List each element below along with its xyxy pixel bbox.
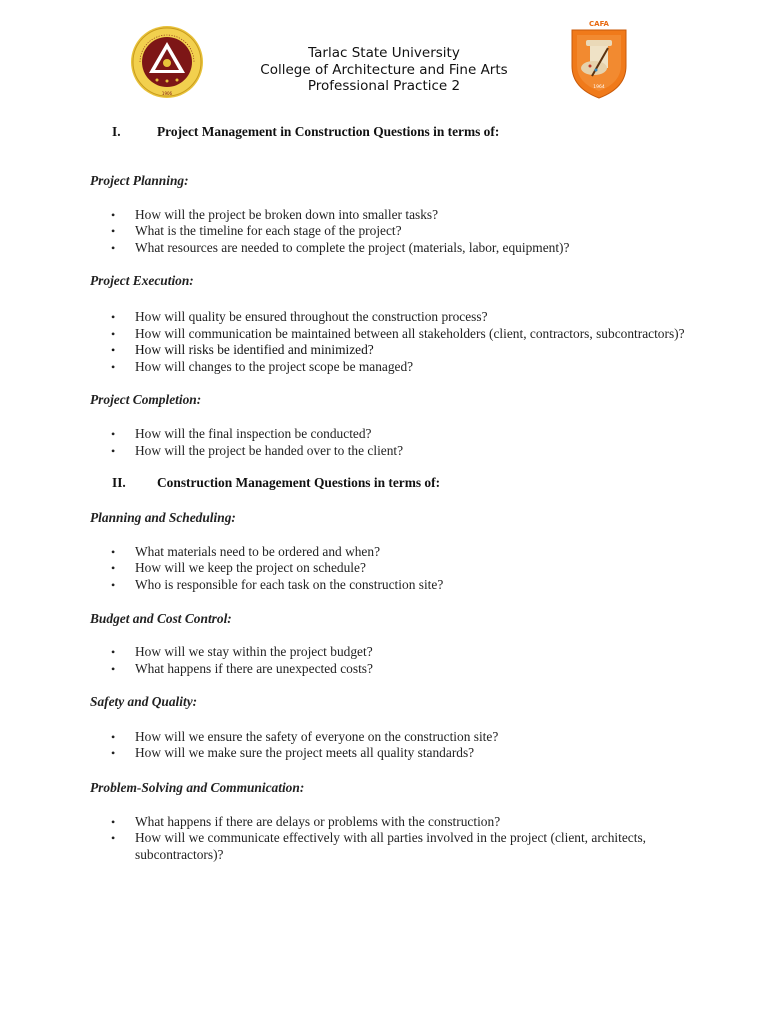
list-item: • What happens if there are unexpected costs?: [90, 661, 690, 678]
list-item: • How will changes to the project scope be managed?: [90, 359, 690, 376]
list-item: • How will communication be maintained between all stakeholders (client, contractors, subcontractors)?: [90, 326, 690, 343]
subsection-heading: Problem-Solving and Communication:: [90, 780, 305, 796]
university-seal-icon: [130, 25, 204, 99]
university-name: Tarlac State University: [308, 45, 460, 61]
section-title: [90, 122, 690, 142]
course-name: Professional Practice 2: [307, 78, 461, 94]
header-title-block: [234, 45, 534, 95]
section-title: [90, 473, 690, 493]
bullet-list: [90, 544, 690, 594]
list-item: • How will the final inspection be conducted?: [90, 426, 690, 443]
section-number: I.: [112, 123, 121, 139]
bullet-list: [90, 644, 690, 677]
list-item: • How will the project be handed over to the client?: [90, 443, 690, 460]
list-item: • What is the timeline for each stage of the project?: [90, 223, 690, 240]
bullet-list: [90, 309, 690, 375]
section-number: II.: [112, 474, 126, 490]
list-item: • Who is responsible for each task on the construction site?: [90, 577, 690, 594]
bullet-list: [90, 729, 690, 762]
college-name: College of Architecture and Fine Arts: [260, 61, 508, 78]
list-item: • How will we keep the project on schedule?: [90, 560, 690, 577]
subsection-heading: Project Execution:: [90, 273, 194, 289]
svg-text:1964: 1964: [593, 85, 605, 90]
section-heading: Construction Management Questions in terms of:: [157, 474, 441, 490]
bullet-list: [90, 207, 690, 257]
list-item: • How will risks be identified and minimized?: [90, 342, 690, 359]
list-item: • How will we ensure the safety of everyone on the construction site?: [90, 729, 690, 746]
document-header: [0, 0, 768, 110]
subsection-heading: Safety and Quality:: [90, 694, 198, 710]
subsection-heading: Planning and Scheduling:: [90, 510, 236, 526]
svg-text:1906: 1906: [161, 91, 173, 96]
subsection-heading: Project Planning:: [90, 173, 189, 188]
list-item: • How will quality be ensured throughout the construction process?: [90, 309, 690, 326]
bullet-list: [90, 426, 690, 459]
section-heading: Project Management in Construction Questions in terms of:: [157, 123, 500, 139]
list-item: • How will we communicate effectively with all parties involved in the project (client, architects, subcontractors)?: [90, 830, 690, 863]
list-item: • What resources are needed to complete the project (materials, labor, equipment)?: [90, 240, 690, 257]
list-item: • What happens if there are delays or problems with the construction?: [90, 814, 690, 831]
list-item: • How will we make sure the project meets all quality standards?: [90, 745, 690, 762]
list-item: • How will we stay within the project budget?: [90, 644, 690, 661]
cafa-shield-icon: [568, 18, 630, 100]
svg-text:CAFA: CAFA: [589, 20, 609, 28]
list-item: • What materials need to be ordered and when?: [90, 544, 690, 561]
bullet-list: [90, 814, 690, 864]
subsection-heading: Budget and Cost Control:: [90, 610, 232, 626]
list-item: • How will the project be broken down into smaller tasks?: [90, 207, 690, 224]
subsection-heading: Project Completion:: [90, 392, 202, 408]
document-body: [90, 122, 690, 863]
